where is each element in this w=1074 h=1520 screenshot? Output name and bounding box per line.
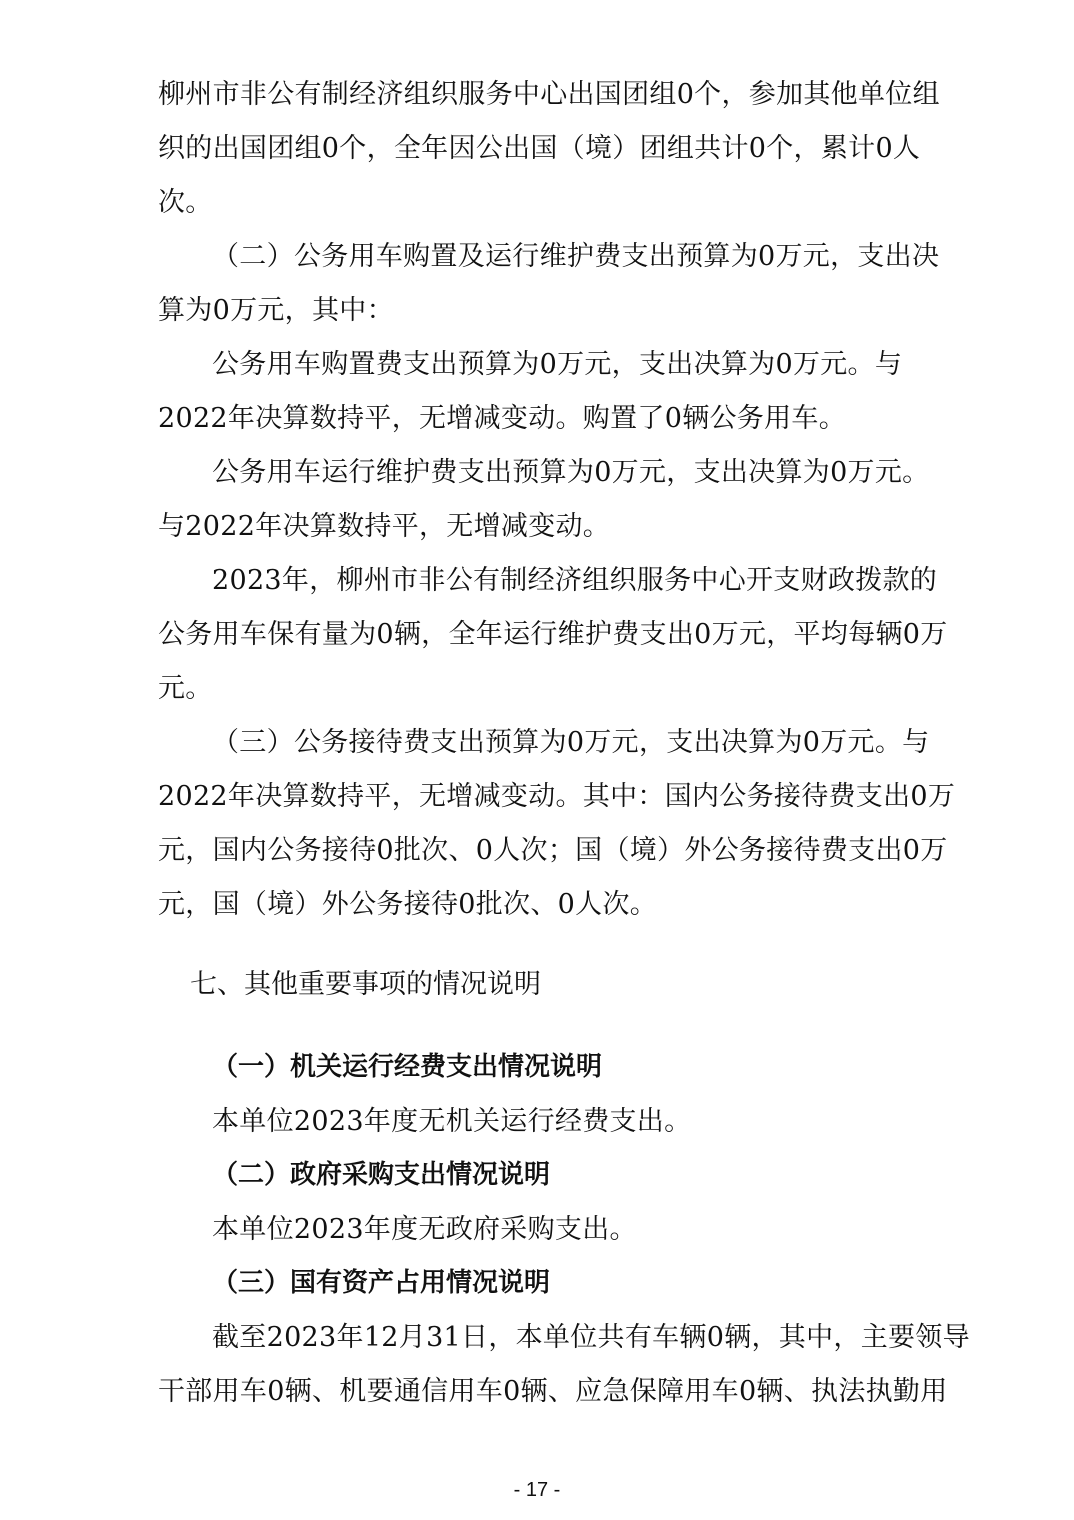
page-number: - 17 - — [513, 1479, 561, 1501]
subsection-heading: （二）政府采购支出情况说明 — [212, 1160, 551, 1190]
body-text-line: 截至2023年12月31日，本单位共有车辆0辆，其中，主要领导 — [212, 1322, 970, 1353]
body-text-line: 2022年决算数持平，无增减变动。购置了0辆公务用车。 — [158, 403, 846, 434]
body-text-line: 次。 — [158, 187, 213, 218]
body-text-line: （二）公务用车购置及运行维护费支出预算为0万元，支出决 — [212, 241, 940, 272]
body-text-line: 柳州市非公有制经济组织服务中心出国团组0个，参加其他单位组 — [158, 79, 940, 110]
subsection-heading: （一）机关运行经费支出情况说明 — [212, 1052, 603, 1082]
body-text-line: 织的出国团组0个，全年因公出国（境）团组共计0个，累计0人 — [158, 133, 921, 164]
body-text-line: 本单位2023年度无机关运行经费支出。 — [212, 1106, 692, 1137]
body-text-line: 公务用车购置费支出预算为0万元，支出决算为0万元。与 — [212, 349, 903, 380]
body-text-line: 干部用车0辆、机要通信用车0辆、应急保障用车0辆、执法执勤用 — [158, 1376, 948, 1407]
body-text-line: 元。 — [158, 673, 213, 704]
body-text-line: 公务用车保有量为0辆，全年运行维护费支出0万元，平均每辆0万 — [158, 619, 948, 650]
body-text-line: 与2022年决算数持平，无增减变动。 — [158, 511, 611, 542]
body-text-line: 元，国内公务接待0批次、0人次；国（境）外公务接待费支出0万 — [158, 835, 948, 866]
body-text-line: 算为0万元，其中： — [158, 295, 394, 326]
body-text-line: 元，国（境）外公务接待0批次、0人次。 — [158, 889, 658, 920]
section-heading: 七、其他重要事项的情况说明 — [190, 969, 541, 1000]
body-text-line: 2023年，柳州市非公有制经济组织服务中心开支财政拨款的 — [212, 565, 938, 596]
body-text-line: （三）公务接待费支出预算为0万元，支出决算为0万元。与 — [212, 727, 930, 758]
body-text-line: 公务用车运行维护费支出预算为0万元，支出决算为0万元。 — [212, 457, 930, 488]
body-text-line: 本单位2023年度无政府采购支出。 — [212, 1214, 637, 1245]
body-text-line: 2022年决算数持平，无增减变动。其中：国内公务接待费支出0万 — [158, 781, 956, 812]
subsection-heading: （三）国有资产占用情况说明 — [212, 1268, 551, 1298]
